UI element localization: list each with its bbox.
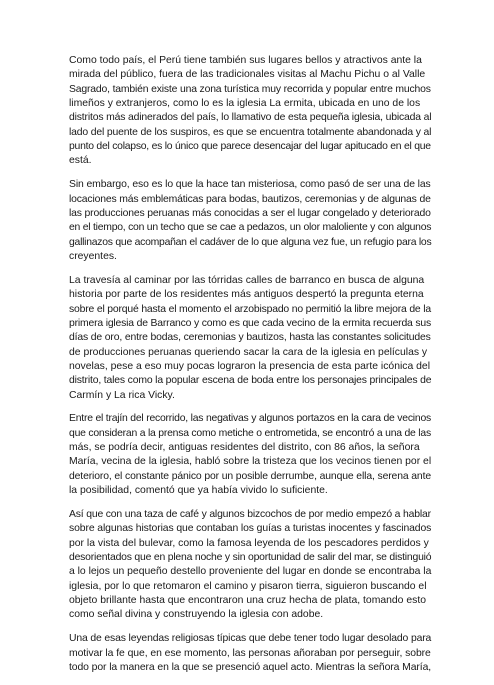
text-line: limeños y extranjeros, como lo es la iglesia La ermita, ubicada en uno de los: [69, 98, 421, 110]
text-line: sobre el porqué hasta el momento el arzobispado no permitió la libre mejora de la: [69, 303, 431, 315]
text-line: locaciones más emblemáticas para bodas, bautizos, ceremonias y de algunas de: [69, 193, 431, 205]
paragraph: [69, 54, 432, 169]
text-line: Sagrado, también existe una zona turística muy recorrida y popular entre muchos: [69, 83, 431, 95]
text-line: días de oro, entre bodas, ceremonias y bautizos, hasta las constantes solicitudes: [69, 332, 431, 344]
text-line: María, vecina de la iglesia, habló sobre la tristeza que los vecinos tienen por el: [69, 456, 432, 468]
text-line: Entre el trajín del recorrido, las negativas y algunos portazos en la cara de vecinos: [69, 413, 432, 425]
text-line: las producciones peruanas más conocidas a ser el lugar congelado y deteriorado: [69, 207, 431, 219]
text-line: a lo lejos un pequeño destello proveniente del lugar en donde se encontraba la: [69, 566, 432, 578]
text-line: primera iglesia de Barranco y como es que cada vecino de la ermita recuerda sus: [69, 317, 432, 329]
text-line: gallinazos que acompañan el cadáver de lo que alguna vez fue, un refugio para los: [69, 236, 432, 248]
text-line: iglesia, por lo que retomaron el camino y pisaron tierra, siguieron buscando el: [69, 580, 427, 592]
text-line: lado del puente de los suspiros, es que se encuentra totalmente abandonada y al: [69, 126, 432, 138]
paragraph: [69, 632, 432, 675]
text-line: Como todo país, el Perú tiene también sus lugares bellos y atractivos ante la: [69, 55, 422, 66]
text-line: Así que con una taza de café y algunos bizcochos de por medio empezó a hablar: [69, 508, 431, 520]
text-line: distrito, tales como la popular escena de boda entre los personajes principales de: [69, 375, 432, 387]
text-line: La travesía al caminar por las tórridas calles de barranco en busca de alguna: [69, 274, 425, 286]
text-line: punto del colapso, es lo único que parece desencajar del lugar apitucado en el que: [69, 141, 431, 153]
text-line: objeto brillante hasta que encontraron una cruz hecha de plata, tomando esto: [69, 595, 426, 607]
text-line: Carmín y La rica Vicky.: [69, 389, 175, 401]
text-line: todo por la manera en la que se presenció aquel acto. Mientras la señora María,: [69, 661, 432, 673]
text-line: historia por parte de los residentes más antiguos despertó la pregunta eterna: [69, 289, 424, 301]
paragraph: [69, 412, 432, 498]
document-body: [69, 54, 432, 685]
text-line: Sin embargo, eso es lo que la hace tan misteriosa, como pasó de ser una de las: [69, 179, 431, 191]
paragraph: [69, 508, 432, 623]
text-line: novelas, pese a eso muy pocas lograron la presencia de esta parte icónica del: [69, 360, 431, 372]
text-line: Una de esas leyendas religiosas típicas que debe tener todo lugar desolado para: [69, 633, 432, 645]
text-line: por la vista del bulevar, como la famosa leyenda de los pescadores perdidos y: [69, 537, 429, 549]
text-line: más, se podría decir, antiguas residentes del distrito, con 86 años, la señora: [69, 442, 420, 454]
text-line: de producciones peruanas queriendo sacar la cara de la iglesia en películas y: [69, 346, 428, 358]
text-line: creyentes.: [69, 250, 117, 262]
paragraph: [69, 274, 432, 403]
text-line: sobre algunas historias que contaban los guías a turistas inocentes y fascinados: [69, 523, 432, 535]
paragraph: [69, 178, 432, 264]
text-line: motivar la fe que, en ese momento, las personas añoraban por perseguir, sobre: [69, 647, 431, 659]
text-line: está.: [69, 155, 92, 167]
text-line: deterioro, el constante pánico por un posible derrumbe, aunque ella, serena ante: [69, 470, 432, 482]
text-line: mirada del público, fuera de las tradicionales visitas al Machu Pichu o al Valle: [69, 69, 426, 81]
text-line: como señal divina y construyendo la iglesia con adobe.: [69, 609, 324, 621]
text-line: desorientados que en plena noche y sin oportunidad de salir del mar, se distinguió: [69, 552, 432, 563]
text-line: la posibilidad, comentó que ya había vivido lo suficiente.: [69, 485, 328, 497]
text-line: en el tiempo, con un techo que se cae a pedazos, un olor maloliente y con algunos: [69, 222, 432, 234]
text-line: distritos más adinerados del país, lo llamativo de esta pequeña iglesia, ubicada al: [69, 112, 432, 124]
text-line: que consideran a la prensa como metiche o entrometida, se encontró a una de las: [69, 427, 431, 439]
